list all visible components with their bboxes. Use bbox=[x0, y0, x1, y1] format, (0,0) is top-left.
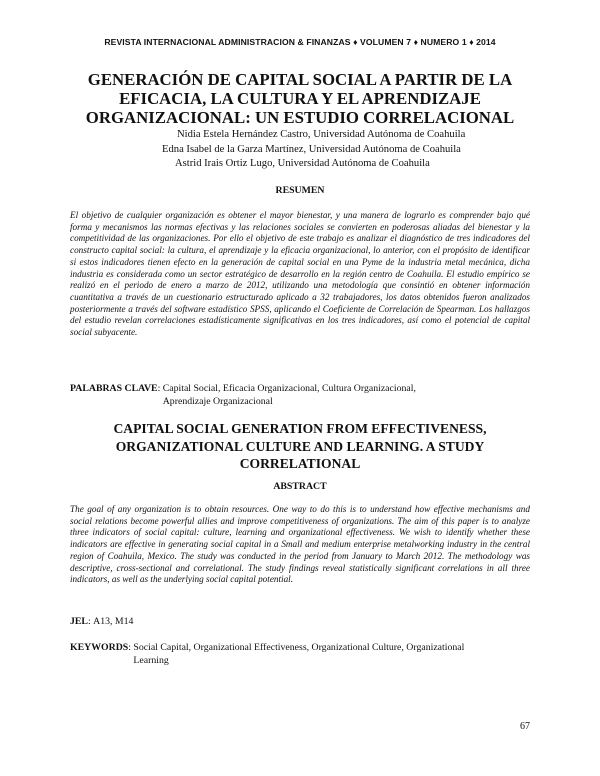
english-title-line: CAPITAL SOCIAL GENERATION FROM EFFECTIVENESS, bbox=[113, 421, 487, 436]
title-line: GENERACIÓN DE CAPITAL SOCIAL A PARTIR DE LA bbox=[87, 70, 513, 89]
abstract-text: The goal of any organization is to obtain resources. One way to do this is to understand how effective mechanisms and social relations become powerful allies and improve competitiveness of organizations. The aim of this paper is to analyze three indicators of social capital: culture, learning and organizational effectiveness. We wish to identify whether these indicators are effective in generating social capital in a Small and medium enterprise metalworking industry in the central region of Coahuila, Mexico. The study was conducted in the period from January to March 2012. The methodology was descriptive, cross-sectional and correlational. The study findings reveal statistically significant correlations in all three indicators, as well as the underlying social capital potential. bbox=[70, 504, 530, 585]
keywords bbox=[70, 642, 530, 667]
jel-codes bbox=[70, 616, 530, 629]
author-line: Astrid Irais Ortiz Lugo, Universidad Autónoma de Coahuila bbox=[175, 158, 430, 169]
keywords-label: KEYWORDS bbox=[70, 642, 129, 653]
keywords-value: Social Capital, Organizational Effectiveness, Organizational Culture, Organizational Learning bbox=[133, 642, 465, 666]
author-line: Edna Isabel de la Garza Martínez, Universidad Autónoma de Coahuila bbox=[162, 143, 461, 155]
keywords-separator: : bbox=[128, 642, 134, 653]
english-title bbox=[80, 420, 520, 473]
title-line: EFICACIA, LA CULTURA Y EL APRENDIZAJE bbox=[119, 89, 481, 108]
english-title-line: ORGANIZATIONAL CULTURE AND LEARNING. A STUDY bbox=[115, 438, 485, 454]
palabras-clave-separator: : bbox=[157, 383, 163, 394]
palabras-clave bbox=[70, 383, 530, 408]
author-list bbox=[0, 128, 600, 172]
running-header: REVISTA INTERNACIONAL ADMINISTRACION & FINANZAS ♦ VOLUMEN 7 ♦ NUMERO 1 ♦ 2014 bbox=[104, 37, 496, 47]
page-number: 67 bbox=[520, 721, 530, 732]
resumen-text: El objetivo de cualquier organización es obtener el mayor bienestar, y una manera de lograrlo es comprender bajo qué forma y mecanismos las normas efectivas y las relaciones sociales se convierten en poderosas aliadas del bienestar y la competitividad de las organizaciones. Por ello el objetivo de este trabajo es analizar el diagnóstico de tres indicadores del constructo capital social: la cultura, el aprendizaje y la eficacia organizacional, lo anterior, con el propósito de identificar si estos indicadores tienen efecto en la generación de capital social en una Pyme de la industria metal mecánica, dicha industria es considerada como un sector estratégico de desarrollo en la región centro de Coahuila. El estudio empírico se realizó en el periodo de enero a marzo de 2012, utilizando una metodología que consintió en obtener información cuantitativa a través de un cuestionario estructurado aplicado a 32 trabajadores, los datos obtenidos fueron analizados posteriormente a través del software estadístico SPSS, aplicando el Coeficiente de Correlación de Spearman. Los hallazgos del estudio revelan correlaciones estadísticamente significativas en los tres indicadores, así como el potencial de capital social subyacente. bbox=[70, 210, 530, 338]
jel-label: JEL bbox=[70, 616, 88, 627]
resumen-heading: RESUMEN bbox=[275, 185, 325, 196]
abstract-heading: ABSTRACT bbox=[273, 481, 327, 492]
jel-value: A13, M14 bbox=[93, 616, 134, 627]
english-title-line: CORRELATIONAL bbox=[239, 456, 361, 472]
author-line: Nidia Estela Hernández Castro, Universidad Autónoma de Coahuila bbox=[177, 129, 466, 140]
jel-separator: : bbox=[87, 616, 94, 627]
palabras-clave-value: Capital Social, Eficacia Organizacional, Cultura Organizacional, Aprendizaje Organizacional bbox=[162, 383, 416, 407]
palabras-clave-label: PALABRAS CLAVE bbox=[70, 383, 158, 394]
article-title bbox=[60, 70, 540, 127]
title-line: ORGANIZACIONAL: UN ESTUDIO CORRELACIONAL bbox=[85, 108, 515, 127]
